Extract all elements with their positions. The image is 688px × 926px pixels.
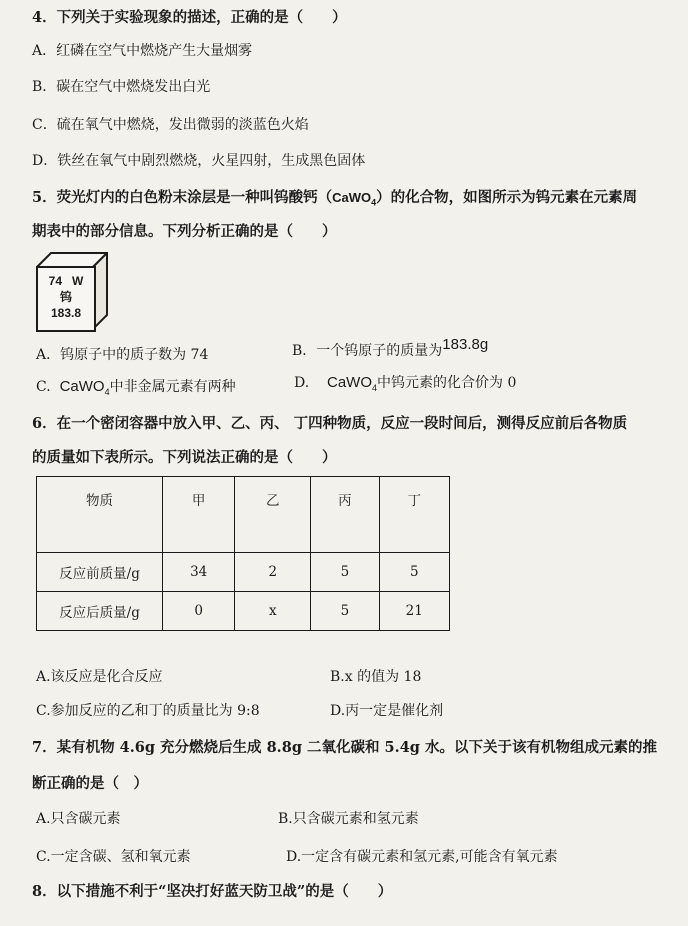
- q4-option-b: B．碳在空气中燃烧发出白光: [32, 79, 211, 95]
- mass-table: [36, 476, 450, 631]
- table-cell: 2: [235, 553, 311, 592]
- q4-option-c: C．硫在氧气中燃烧，发出微弱的淡蓝色火焰: [32, 117, 309, 133]
- q6-stem-line2: 的质量如下表所示。下列说法正确的是（ ）: [32, 449, 337, 466]
- q5-formula: CaWO$_4$: [332, 190, 377, 208]
- q5-stem-line1: [32, 186, 637, 208]
- table-cell: 0: [163, 592, 235, 631]
- q5-stem-b: ）的化合物，如图所示为钨元素在元素周: [376, 189, 638, 206]
- table-cell: 34: [163, 553, 235, 592]
- q4-option-d: D．铁丝在氧气中剧烈燃烧，火星四射，生成黑色固体: [32, 153, 366, 169]
- table-header-row: [37, 477, 450, 553]
- q4-option-a: A．红磷在空气中燃烧产生大量烟雾: [32, 43, 253, 59]
- q5-option-a: A．钨原子中的质子数为 74: [36, 347, 209, 363]
- q4-stem: 4．下列关于实验现象的描述，正确的是（ ）: [32, 9, 347, 26]
- q7-option-b: B.只含碳元素和氢元素: [278, 811, 419, 827]
- q7-stem-line1: 7．某有机物 4.6g 充分燃烧后生成 8.8g 二氧化碳和 5.4g 水。以下关于该有机物组成元素的推: [32, 739, 657, 756]
- table-cell: 21: [379, 592, 449, 631]
- table-header-cell: 甲: [163, 477, 235, 553]
- q5-option-c-formula: CaWO$_4$: [59, 378, 110, 397]
- table-row: [37, 592, 450, 631]
- table-header-cell: 乙: [235, 477, 311, 553]
- table-cell: 5: [311, 592, 379, 631]
- q6-option-d: D.丙一定是催化剂: [330, 703, 444, 719]
- q5-stem-a: 5．荧光灯内的白色粉末涂层是一种叫钨酸钙（: [32, 189, 333, 206]
- q5-option-c: C. CaWO$_4$中非金属元素有两种: [36, 378, 236, 397]
- table-cell: 5: [379, 553, 449, 592]
- q5-option-d: D. CaWO$_4$中钨元素的化合价为 0: [294, 374, 517, 393]
- q6-option-b: B.x 的值为 18: [330, 669, 422, 685]
- q5-option-b-value: 183.8g: [442, 336, 489, 353]
- table-header-cell: 丁: [379, 477, 449, 553]
- table-cell: x: [235, 592, 311, 631]
- q7-option-c: C.一定含碳、氢和氧元素: [36, 849, 191, 865]
- element-number: 74: [48, 274, 62, 288]
- table-cell: 反应后质量/g: [37, 592, 163, 631]
- q5-option-d-formula: CaWO$_4$: [327, 374, 378, 393]
- table-row: [37, 553, 450, 592]
- q7-stem-line2: 断正确的是（ ）: [32, 775, 148, 792]
- q6-stem-line1: 6．在一个密闭容器中放入甲、乙、丙、 丁四种物质，反应一段时间后，测得反应前后各物质: [32, 415, 628, 432]
- element-card-tungsten: [36, 252, 108, 332]
- table-cell: 反应前质量/g: [37, 553, 163, 592]
- table-header-cell: 丙: [311, 477, 379, 553]
- element-symbol: W: [72, 274, 84, 288]
- q5-option-b: B．一个钨原子的质量为183.8g: [292, 336, 489, 359]
- table-cell: 5: [311, 553, 379, 592]
- table-header-cell: 物质: [37, 477, 163, 553]
- element-mass: 183.8: [50, 306, 82, 320]
- q8-stem: 8．以下措施不利于“坚决打好蓝天防卫战”的是（ ）: [32, 883, 393, 900]
- q7-option-d: D.一定含有碳元素和氢元素,可能含有氧元素: [286, 849, 558, 865]
- q5-stem-line2: 期表中的部分信息。下列分析正确的是（ ）: [32, 223, 337, 240]
- element-card-face: [36, 266, 96, 332]
- q6-option-c: C.参加反应的乙和丁的质量比为 9:8: [36, 703, 260, 719]
- element-name: 钨: [59, 290, 72, 304]
- q7-option-a: A.只含碳元素: [36, 811, 121, 827]
- q6-option-a: A.该反应是化合反应: [36, 669, 163, 685]
